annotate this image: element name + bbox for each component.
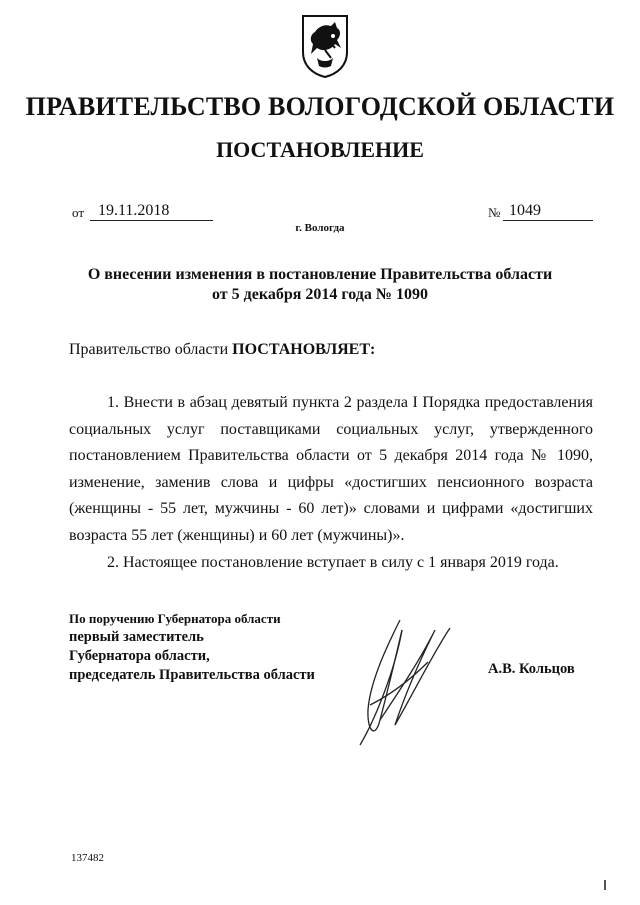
signatory-line-1: По поручению Губернатора области [69,611,281,626]
signatory-line-4: председатель Правительства области [69,667,315,683]
coat-of-arms-icon [301,14,349,78]
paragraph-1: 1. Внести в абзац девятый пункта 2 раздела I Порядка предоставления социальных услуг поставщиками социальных услуг, утвержденного постановлением Правительства области от 5 декабря 2014 года № 1090, изменение, заменив слова и цифры «достигших пенсионного возраста (женщины - 55 лет, мужчины - 60 лет)» словами и цифрами «достигших возраста 55 лет (женщины) и 60 лет (мужчины)». [69,394,593,544]
page-mark [604,880,606,890]
signatory-block [69,609,315,685]
handwritten-signature-icon [340,600,480,750]
document-type: ПОСТАНОВЛЕНИЕ [216,137,424,162]
organization-title: ПРАВИТЕЛЬСТВО ВОЛОГОДСКОЙ ОБЛАСТИ [25,92,615,121]
document-title [60,265,580,305]
signatory-name: А.В. Кольцов [488,661,575,677]
city: г. Вологда [295,222,345,234]
document-code: 137482 [71,852,104,864]
document-body [69,390,593,576]
decree-intro: Правительство области [69,341,233,358]
decree-line [69,341,375,359]
signatory-line-3: Губернатора области, [69,648,210,664]
number-label: № [488,205,501,220]
document-number: 1049 [503,202,593,221]
signatory-line-2: первый заместитель [69,629,204,645]
document-date: 19.11.2018 [90,202,213,221]
title-line-1: О внесении изменения в постановление Правительства области [87,266,553,283]
decree-keyword: ПОСТАНОВЛЯЕТ: [232,341,376,358]
title-line-2: от 5 декабря 2014 года № 1090 [212,286,428,303]
date-label: от [72,205,85,220]
paragraph-2: 2. Настоящее постановление вступает в силу с 1 января 2019 года. [107,553,559,571]
